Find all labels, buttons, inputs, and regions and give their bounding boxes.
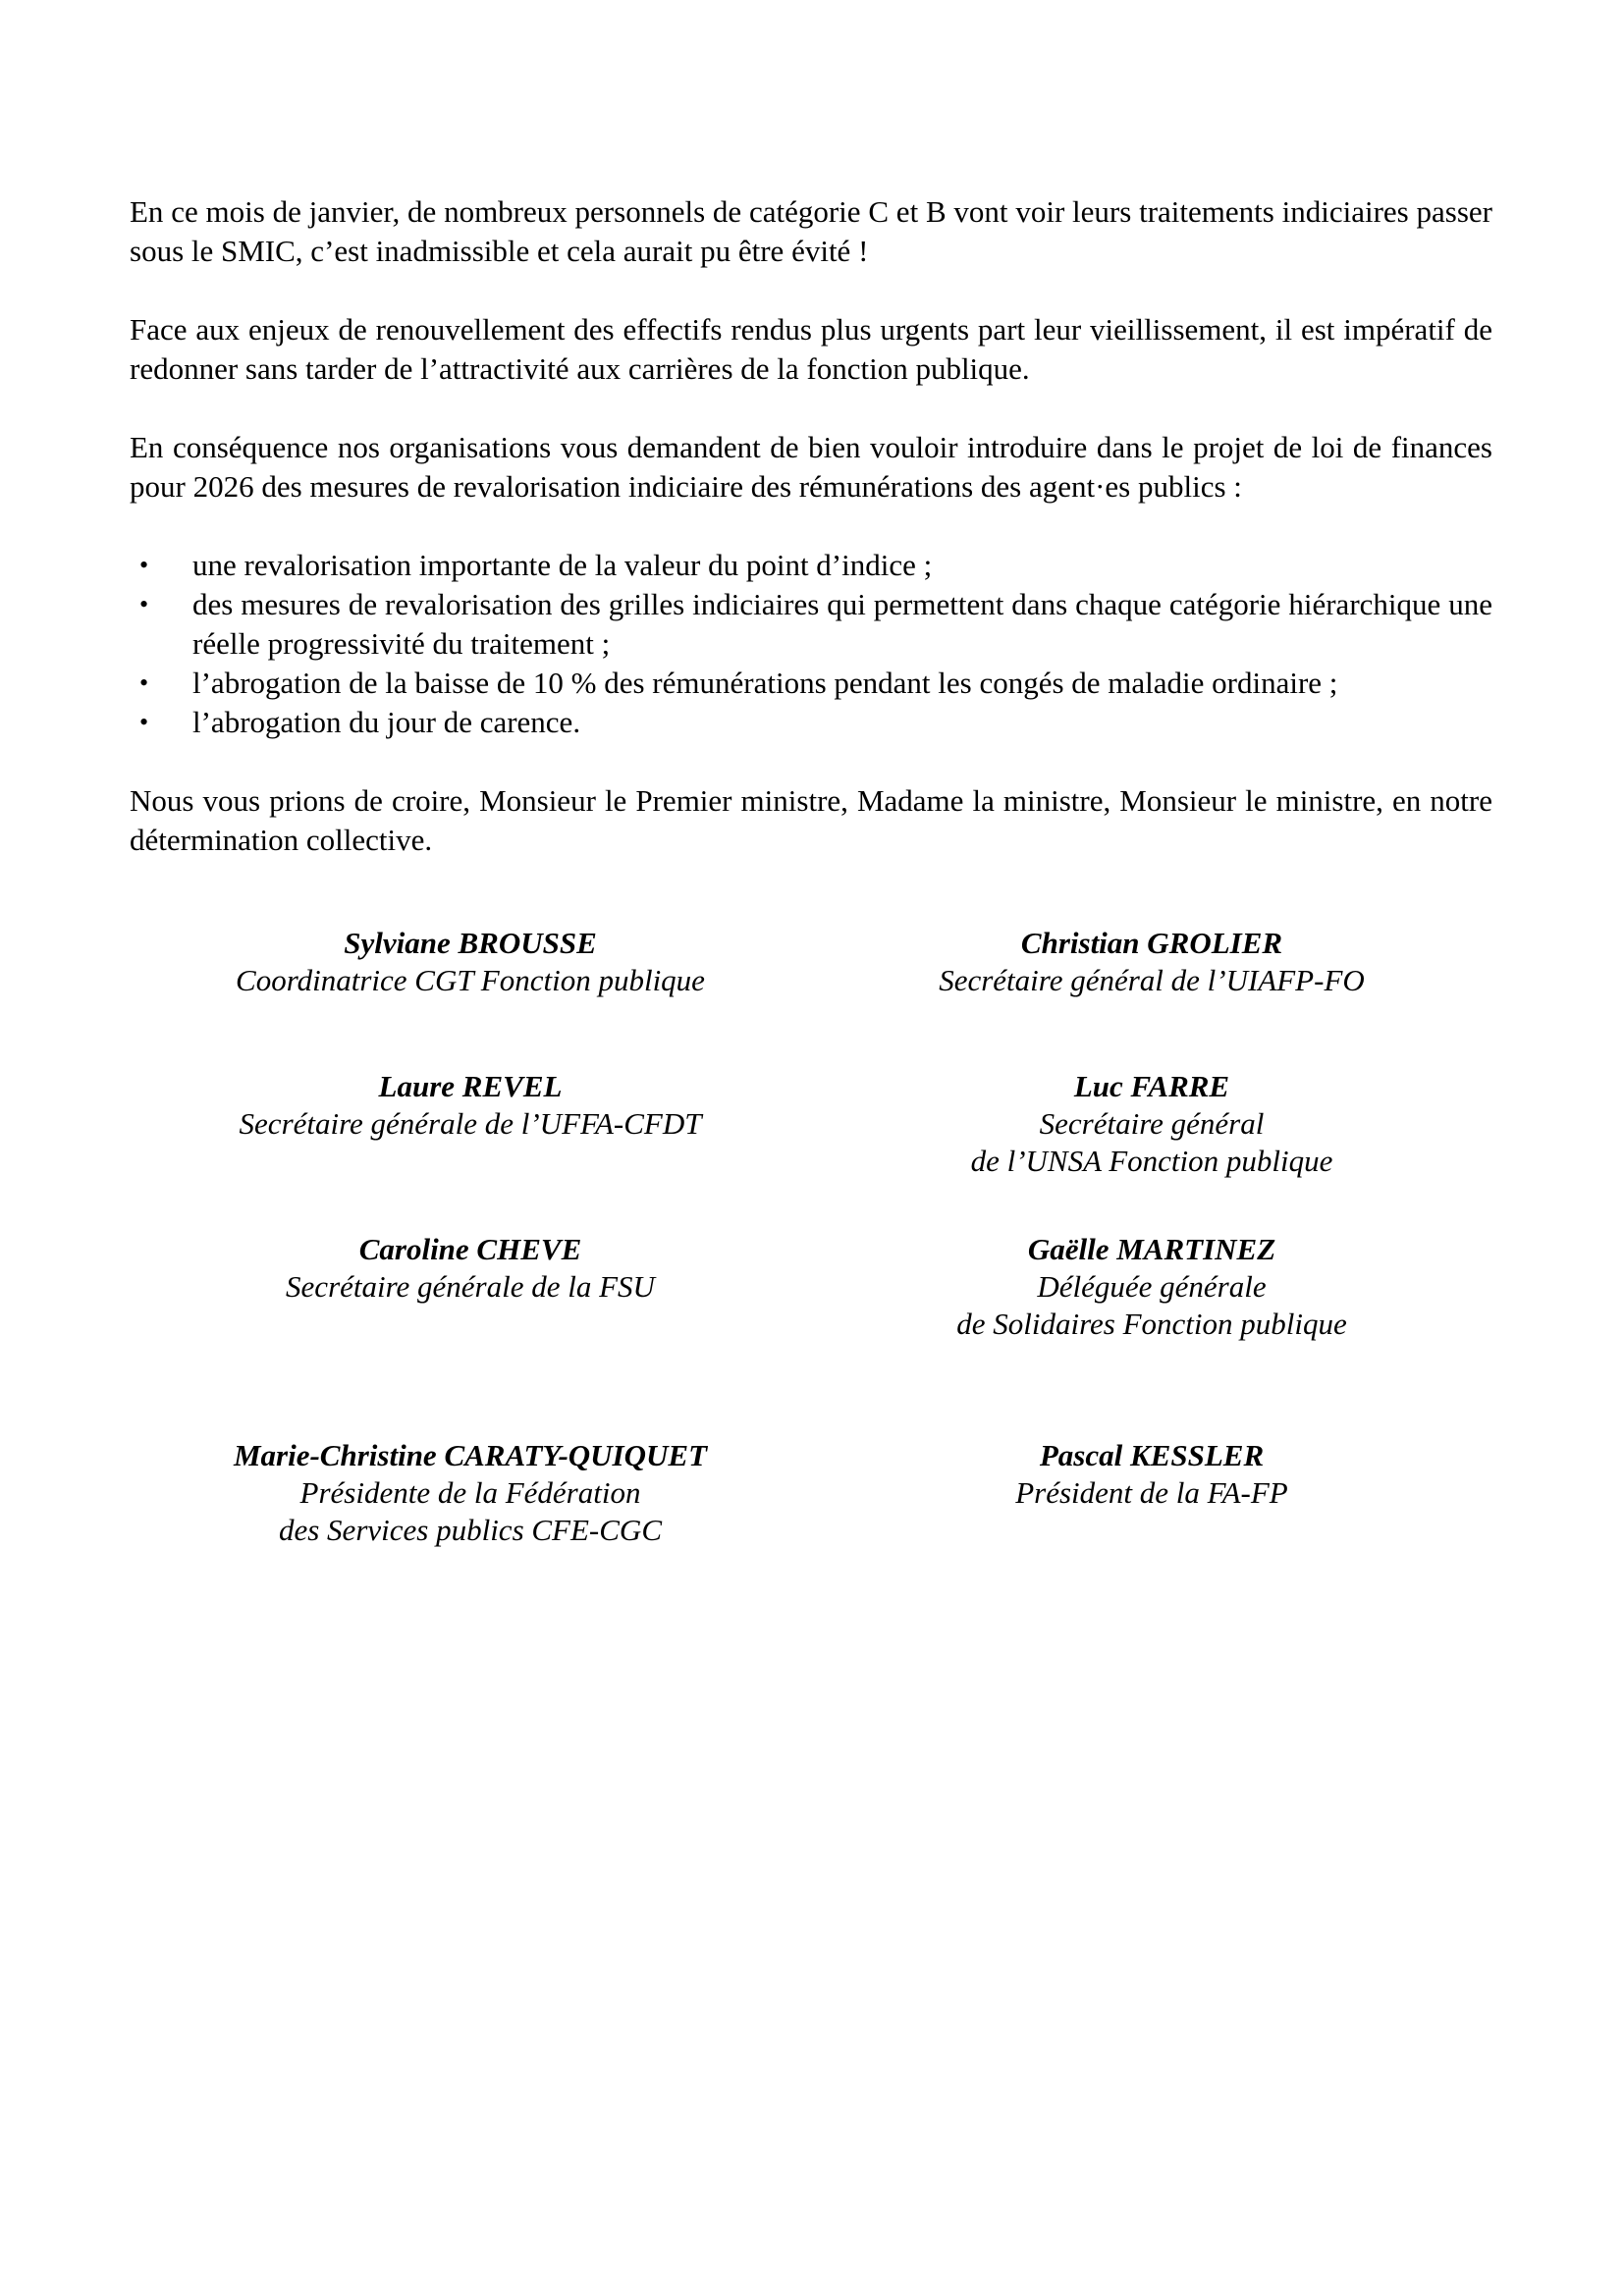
signature-block <box>811 925 1492 999</box>
signatory-title: de Solidaires Fonction publique <box>956 1307 1347 1341</box>
list-item-text: une revalorisation importante de la valeur du point d’indice ; <box>192 548 933 582</box>
signature-row <box>130 1437 1492 1549</box>
list-item-text: l’abrogation de la baisse de 10 % des rémunérations pendant les congés de maladie ordinaire ; <box>192 666 1338 700</box>
signature-block <box>811 1231 1492 1343</box>
list-item-text: des mesures de revalorisation des grilles indiciaires qui permettent dans chaque catégorie hiérarchique une réelle progressivité du traitement ; <box>192 587 1492 661</box>
signatory-name: Christian GROLIER <box>1020 926 1283 960</box>
signature-block <box>130 1068 811 1180</box>
signatory-name: Marie-Christine CARATY-QUIQUET <box>233 1438 708 1472</box>
paragraph-closing: Nous vous prions de croire, Monsieur le Premier ministre, Madame la ministre, Monsieur le ministre, en notre détermination collective. <box>130 783 1492 857</box>
signatory-title: de l’UNSA Fonction publique <box>970 1144 1333 1178</box>
signature-row <box>130 925 1492 999</box>
signatory-name: Gaëlle MARTINEZ <box>1027 1232 1276 1266</box>
signatory-title: Secrétaire général <box>1039 1106 1265 1141</box>
signatory-title: Secrétaire générale de la FSU <box>286 1269 655 1304</box>
signatory-name: Sylviane BROUSSE <box>344 926 597 960</box>
signatory-title: Secrétaire générale de l’UFFA-CFDT <box>239 1106 702 1141</box>
signature-block <box>811 1437 1492 1549</box>
list-item <box>130 703 1492 742</box>
signatory-title: des Services publics CFE-CGC <box>278 1513 662 1547</box>
signatory-title: Président de la FA-FP <box>1015 1475 1288 1510</box>
signature-block <box>811 1068 1492 1180</box>
signature-block <box>130 925 811 999</box>
signature-block <box>130 1437 811 1549</box>
signatory-name: Pascal KESSLER <box>1039 1438 1265 1472</box>
bullet-icon: • <box>139 668 149 697</box>
list-item <box>130 546 1492 585</box>
signature-block <box>130 1231 811 1343</box>
signature-row <box>130 1068 1492 1180</box>
bullet-icon: • <box>139 551 149 579</box>
bullet-icon: • <box>139 590 149 618</box>
signatory-title: Secrétaire général de l’UIAFP-FO <box>939 963 1365 997</box>
list-item <box>130 585 1492 664</box>
paragraph-demandes: En conséquence nos organisations vous demandent de bien vouloir introduire dans le projet de loi de finances pour 2026 des mesures de revalorisation indiciaire des rémunérations des agent·es publics : <box>130 430 1492 504</box>
signatory-name: Luc FARRE <box>1073 1069 1230 1103</box>
signatory-title: Coordinatrice CGT Fonction publique <box>236 963 705 997</box>
paragraph-renouvellement: Face aux enjeux de renouvellement des effectifs rendus plus urgents part leur vieillissement, il est impératif de redonner sans tarder de l’attractivité aux carrières de la fonction publique. <box>130 312 1492 386</box>
signature-row <box>130 1231 1492 1343</box>
signatory-name: Caroline CHEVE <box>358 1232 582 1266</box>
list-item <box>130 664 1492 703</box>
list-item-text: l’abrogation du jour de carence. <box>192 705 581 739</box>
signatory-title: Déléguée générale <box>1037 1269 1267 1304</box>
demands-list <box>130 546 1492 742</box>
paragraph-intro: En ce mois de janvier, de nombreux personnels de catégorie C et B vont voir leurs traitements indiciaires passer sous le SMIC, c’est inadmissible et cela aurait pu être évité ! <box>130 194 1492 268</box>
signatory-name: Laure REVEL <box>378 1069 563 1103</box>
signatures-section <box>0 925 1624 1549</box>
letter-body <box>0 0 1624 860</box>
bullet-icon: • <box>139 708 149 736</box>
signatory-title: Présidente de la Fédération <box>299 1475 641 1510</box>
